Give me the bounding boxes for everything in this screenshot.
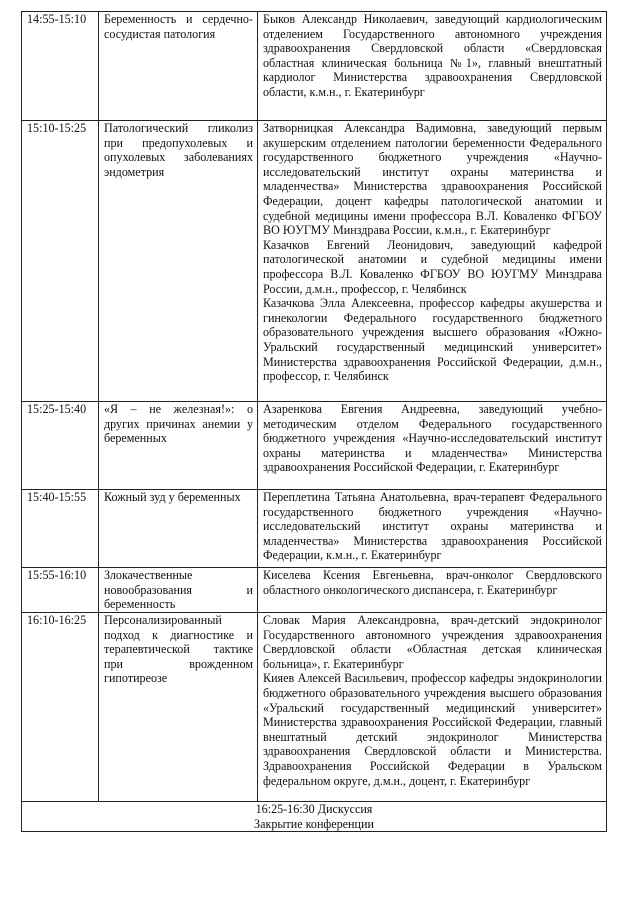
- table-row: [22, 12, 607, 121]
- time-cell: 16:10-16:25: [22, 613, 99, 802]
- speaker-entry: Быков Александр Николаевич, заведующий кардиологическим отделением Государственного автономного учреждения здравоохранения Свердловской области «Свердловская областная клиническая больница №1», главный внештатный кардиолог Министерства здравоохранения Свердловской области, к.м.н., г. Екатеринбург: [263, 12, 602, 99]
- speaker-entry: Азаренкова Евгения Андреевна, заведующий учебно-методическим отделом Федерального государственного бюджетного учреждения «Научно-исследовательский институт охраны материнства и младенчества» Министерства здравоохранения Российской Федерации, г. Екатеринбург: [263, 402, 602, 475]
- topic-cell: «Я – не железная!»: о других причинах анемии у беременных: [99, 402, 258, 490]
- speaker-entry: Казачков Евгений Леонидович, заведующий кафедрой патологической анатомии и судебной медицины имени профессора В.Л. Коваленко ФГБОУ ВО ЮУГМУ Минздрава России, д.м.н., профессор, г. Челябинск: [263, 237, 602, 296]
- closing-row: [22, 802, 607, 832]
- topic-cell: Патологический гликолиз при предопухолевых и опухолевых заболеваниях эндометрия: [99, 121, 258, 402]
- program-table-body: [22, 12, 607, 832]
- speaker-cell: [258, 490, 607, 568]
- closing-cell: [22, 802, 607, 832]
- speaker-cell: [258, 121, 607, 402]
- table-row: [22, 490, 607, 568]
- table-row: [22, 613, 607, 802]
- topic-cell: Кожный зуд у беременных: [99, 490, 258, 568]
- topic-cell: Беременность и сердечно-сосудистая патология: [99, 12, 258, 121]
- time-cell: 15:40-15:55: [22, 490, 99, 568]
- table-row: [22, 568, 607, 613]
- topic-cell: Персонализированный подход к диагностике и терапевтической тактике при врожденном гипотиреозе: [99, 613, 258, 802]
- speaker-cell: [258, 402, 607, 490]
- speaker-entry: Затворницкая Александра Вадимовна, заведующий первым акушерским отделением патологии беременности Федерального государственного бюджетного учреждения «Научно-исследовательский институт охраны материнства и младенчества» Министерства здравоохранения Российской Федерации, доцент кафедры патологической анатомии и судебной медицины имени профессора В.Л. Коваленко ФГБОУ ВО ЮУГМУ Минздрава России, к.м.н., г. Екатеринбург: [263, 121, 602, 238]
- speaker-cell: [258, 12, 607, 121]
- topic-cell: Злокачественные новообразования и беременность: [99, 568, 258, 613]
- speaker-entry: Переплетина Татьяна Анатольевна, врач-терапевт Федерального государственного бюджетного учреждения «Научно-исследовательский институт охраны материнства и младенчества» Министерства здравоохранения Российской Федерации, к.м.н., г. Екатеринбург: [263, 490, 602, 563]
- table-row: [22, 121, 607, 402]
- closing-text: Закрытие конференции: [254, 816, 374, 831]
- discussion-text: 16:25-16:30 Дискуссия: [255, 802, 373, 816]
- time-cell: 15:55-16:10: [22, 568, 99, 613]
- program-table: [21, 11, 607, 832]
- speaker-cell: [258, 568, 607, 613]
- table-row: [22, 402, 607, 490]
- time-cell: 15:25-15:40: [22, 402, 99, 490]
- time-cell: 15:10-15:25: [22, 121, 99, 402]
- document-page: [21, 11, 606, 832]
- speaker-entry: Казачкова Элла Алексеевна, профессор кафедры акушерства и гинекологии Федерального государственного бюджетного образовательного учреждения высшего образования «Южно-Уральский государственный медицинский университет» Министерства здравоохранения Российской Федерации, д.м.н., профессор, г. Челябинск: [263, 296, 602, 384]
- speaker-entry: Кияев Алексей Васильевич, профессор кафедры эндокринологии бюджетного образовательного учреждения высшего образования «Уральский государственный медицинский университет» Министерства здравоохранения Российской Федерации, главный внештатный детский эндокринолог Министерства здравоохранения Свердловской области и Министерства. Здравоохранения Российской Федерации в Уральском федеральном округе, д.м.н., доцент, г. Екатеринбург: [263, 671, 602, 788]
- speaker-entry: Словак Мария Александровна, врач-детский эндокринолог Государственного автономного учреждения здравоохранения Свердловской области «Областная детская клиническая больница», г. Екатеринбург: [263, 613, 602, 671]
- time-cell: 14:55-15:10: [22, 12, 99, 121]
- speaker-entry: Киселева Ксения Евгеньевна, врач-онколог Свердловского областного онкологического диспансера, г. Екатеринбург: [263, 568, 602, 597]
- speaker-cell: [258, 613, 607, 802]
